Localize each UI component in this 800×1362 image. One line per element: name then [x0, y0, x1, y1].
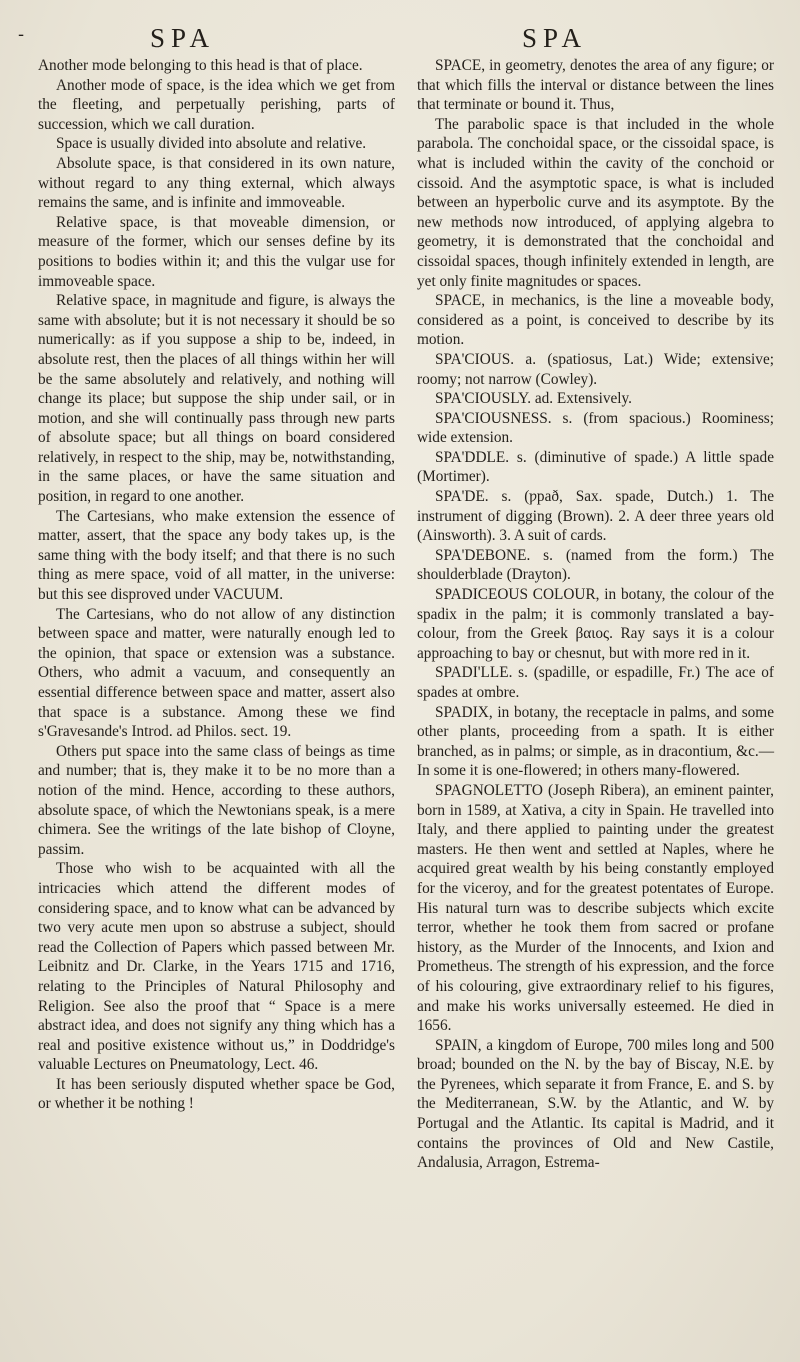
paragraph: The Cartesians, who do not allow of any distinction between space and matter, were naturally enough led to the opinion, that space or extension was a substance. Others, who admit a vacuum, and consequently an essential difference between space and matter, assert also that space is a substance. Among these we find s'Gravesande's Introd. ad Philos. sect. 19. [38, 605, 395, 741]
entry: SPACE, in geometry, denotes the area of any figure; or that which fills the interval or distance between the lines that terminate or bound it. Thus, [417, 57, 774, 114]
entry: SPA'DE. s. (ƿpað, Sax. spade, Dutch.) 1. The instrument of digging (Brown). 2. A deer three years old (Ainsworth). 3. A suit of cards. [417, 488, 774, 545]
left-column [38, 56, 395, 1173]
paragraph: Another mode of space, is the idea which we get from the fleeting, and perpetually perishing, parts of succession, which we call duration. [38, 76, 395, 133]
paragraph: Another mode belonging to this head is that of place. [38, 57, 363, 74]
entry: SPA'DDLE. s. (diminutive of spade.) A little spade (Mortimer). [417, 448, 774, 486]
paragraph: Relative space, is that moveable dimension, or measure of the former, which our senses define by its positions to bodies within it; and this the vulgar use for immoveable space. [38, 213, 395, 290]
paragraph: The Cartesians, who make extension the essence of matter, assert, that the space any body takes up, is the same thing with the body itself; and that there is no such thing as mere space, void of all matter, in the universe: but this see disproved under VACUUM. [38, 507, 395, 604]
text-columns [38, 56, 774, 1173]
entry: The parabolic space is that included in the whole parabola. The conchoidal space, or the cissoidal space, is what is included within the cavity of the conchoid or cissoid. And the asymptotic space, is what is included between an hyperbolic curve and its asymptote. By the new methods now introduced, of applying algebra to geometry, it is demonstrated that the conchoidal and cissoidal spaces, though infinitely extended in length, are yet only finite magnitudes or spaces. [417, 115, 774, 290]
paragraph: Others put space into the same class of beings as time and number; that is, they make it to be no more than a notion of the mind. Hence, according to these authors, absolute space, of which the Newtonians speak, is a mere chimera. See the writings of the late bishop of Cloyne, passim. [38, 742, 395, 858]
paragraph: It has been seriously disputed whether space be God, or whether it be nothing ! [38, 1075, 395, 1113]
entry: SPACE, in mechanics, is the line a moveable body, considered as a point, is conceived to describe by its motion. [417, 292, 774, 349]
entry: SPA'CIOUSNESS. s. (from spacious.) Roominess; wide extension. [417, 409, 774, 447]
paragraph: Absolute space, is that considered in its own nature, without regard to any thing external, which always remains the same, and is infinite and immoveable. [38, 154, 395, 212]
right-column [417, 56, 774, 1173]
running-head-right: SPA [522, 23, 588, 53]
running-head-left: SPA [150, 23, 216, 53]
paragraph: Space is usually divided into absolute and relative. [56, 135, 367, 153]
running-head [38, 10, 774, 54]
entry: SPADICEOUS COLOUR, in botany, the colour of the spadix in the palm; it is commonly translated a bay-colour, from the Greek βαιος. Ray says it is a colour approaching to bay or chesnut, but with more red in it. [417, 586, 774, 662]
paragraph: Those who wish to be acquainted with all the intricacies which attend the different modes of considering space, and to know what can be advanced by two very acute men upon so abstruse a subject, should read the Collection of Papers which passed between Mr. Leibnitz and Dr. Clarke, in the Years 1715 and 1716, relating to the Principles of Natural Philosophy and Religion. See also the proof that “ Space is a mere abstract idea, and does not signify any thing which has a real and positive existence without us,” in Doddridge's valuable Lectures on Pneumatology, Lect. 46. [38, 860, 395, 1074]
entry: SPA'CIOUSLY. ad. Extensively. [435, 390, 632, 408]
entry: SPAIN, a kingdom of Europe, 700 miles long and 500 broad; bounded on the N. by the bay of Biscay, N.E. by the Pyrenees, which separate it from France, E. and S. by the Mediterranean, S.W. by the Atlantic, and W. by Portugal and the Atlantic. Its capital is Madrid, and it contains the provinces of Old and New Castile, Andalusia, Arragon, Estrema- [417, 1036, 774, 1172]
entry: SPADIX, in botany, the receptacle in palms, and some other plants, proceeding from a spath. It is either branched, as in palms; or simple, as in dracontium, &c.—In some it is one-flowered; in others many-flowered. [417, 703, 774, 780]
folio-mark: - [18, 24, 25, 45]
paragraph: Relative space, in magnitude and figure, is always the same with absolute; but it is not necessary it should be so numerically: as if you suppose a ship to be, indeed, in absolute rest, then the places of all things within her will be the same absolutely and relatively, and nothing will change its place; but suppose the ship under sail, or in motion, and she will continually pass through new parts of absolute space; but all things on board considered relatively, in respect to the ship, may be, notwithstanding, in the same places, or have the same situation and position, in regard to one another. [38, 292, 395, 506]
entry: SPA'CIOUS. a. (spatiosus, Lat.) Wide; extensive; roomy; not narrow (Cowley). [417, 350, 774, 388]
entry: SPADI'LLE. s. (spadille, or espadille, Fr.) The ace of spades at ombre. [417, 664, 774, 701]
entry: SPA'DEBONE. s. (named from the form.) The shoulderblade (Drayton). [417, 546, 774, 584]
entry: SPAGNOLETTO (Joseph Ribera), an eminent painter, born in 1589, at Xativa, a city in Spain. He travelled into Italy, and there applied to painting under the greatest masters. He then went and settled at Naples, where he acquired great wealth by his being constantly employed for the viceroy, and for the greatest potentates of Europe. His natural turn was to describe subjects which excite terror, whether he took them from sacred or profane history, as the Murder of the Innocents, and Ixion and Prometheus. The strength of his expression, and the force of his colouring, give extraordinary relief to his figures, and make his works universally esteemed. He died in 1656. [417, 781, 774, 1035]
